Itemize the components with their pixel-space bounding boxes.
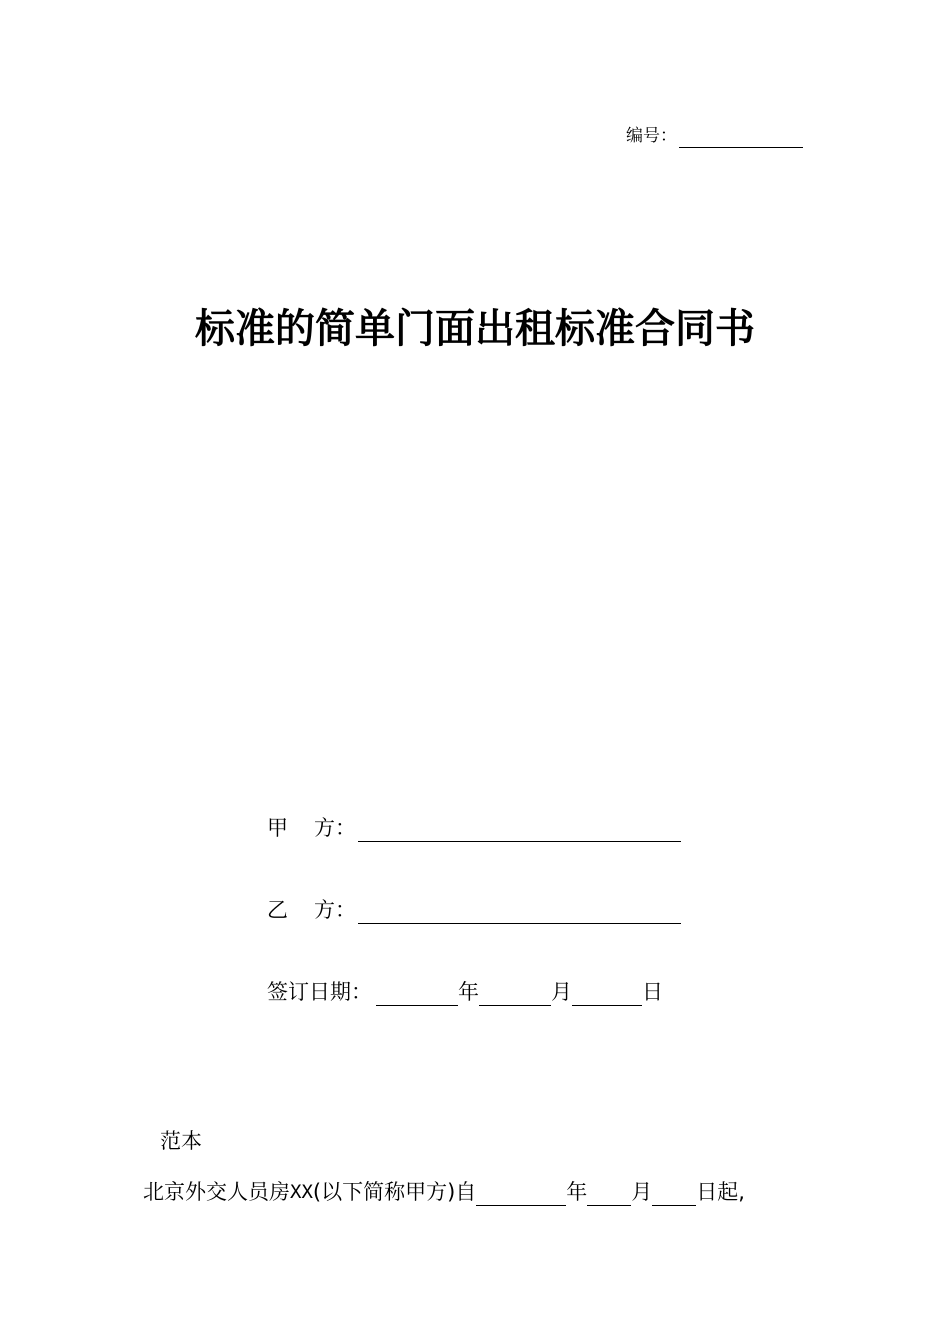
body-year-blank[interactable] (476, 1183, 566, 1206)
body-text-xx: XX (290, 1181, 313, 1203)
party-b-blank[interactable] (358, 901, 681, 924)
body-day-blank[interactable] (652, 1183, 696, 1206)
body-year-unit: 年 (566, 1180, 588, 1204)
sample-label: 范本 (160, 1129, 202, 1153)
party-b-suffix: 方： (314, 898, 356, 922)
document-title: 标准的简单门面出租标准合同书 (195, 305, 755, 352)
body-month-unit: 月 (631, 1180, 653, 1204)
body-text-part2: (以下简称甲方)自 (312, 1180, 477, 1204)
body-day-unit: 日起, (696, 1180, 745, 1204)
sign-date-label: 签订日期： (267, 980, 372, 1004)
serial-number-blank[interactable] (679, 129, 803, 148)
serial-number-label: 编号： (626, 126, 677, 146)
party-a-blank[interactable] (358, 819, 681, 842)
sign-year-unit: 年 (458, 980, 479, 1004)
serial-number-field (626, 124, 803, 148)
sign-month-blank[interactable] (479, 983, 551, 1006)
sign-year-blank[interactable] (376, 983, 458, 1006)
sign-day-blank[interactable] (572, 983, 642, 1006)
body-month-blank[interactable] (587, 1183, 631, 1206)
sign-day-unit: 日 (642, 980, 663, 1004)
sign-month-unit: 月 (551, 980, 572, 1004)
body-paragraph (143, 1178, 745, 1206)
party-a-label: 甲 (267, 816, 288, 840)
party-a-suffix: 方： (314, 816, 356, 840)
party-a-row (267, 814, 681, 842)
body-text-part1: 北京外交人员房 (143, 1180, 290, 1204)
party-b-label: 乙 (267, 898, 288, 922)
party-b-row (267, 896, 681, 924)
sign-date-row (267, 978, 663, 1006)
